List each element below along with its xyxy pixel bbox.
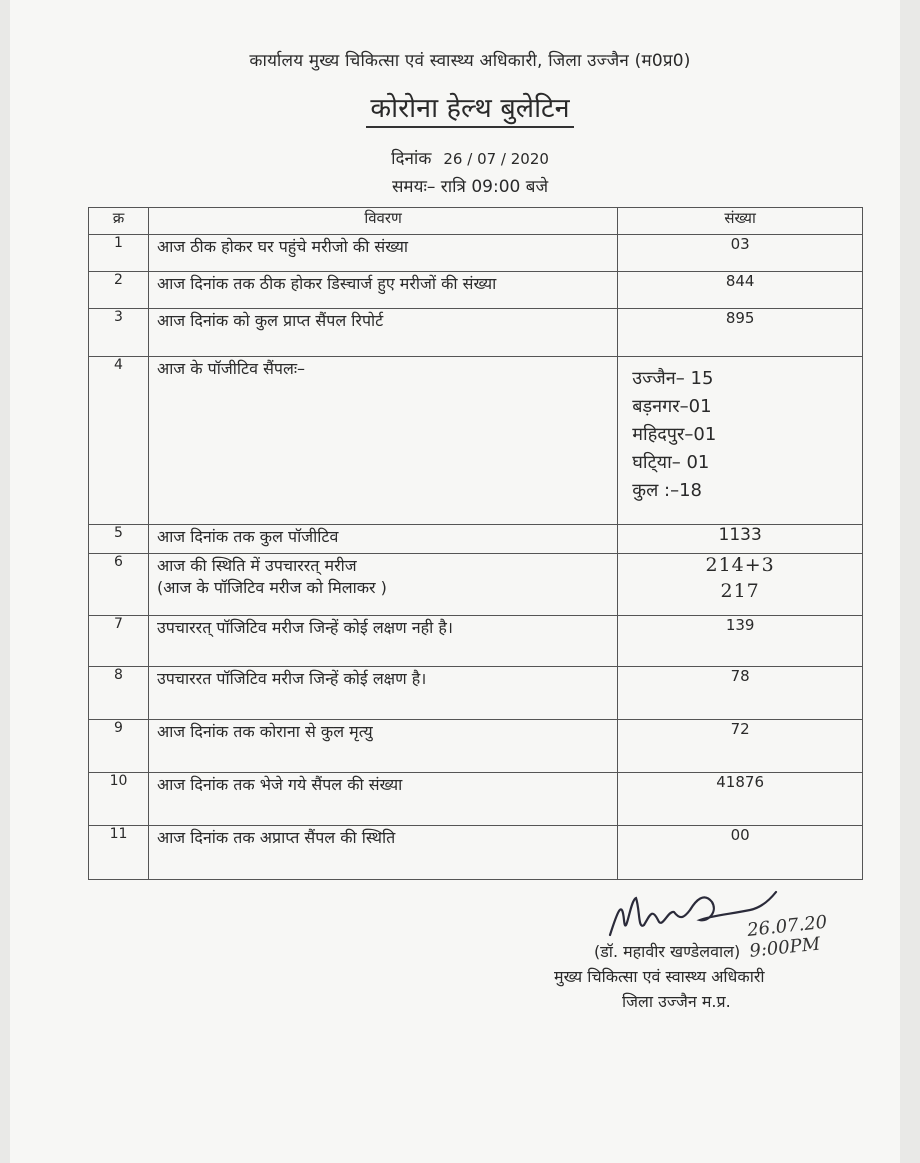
row-sno: 1	[89, 235, 149, 272]
row-count: 78	[618, 667, 863, 720]
office-heading: कार्यालय मुख्य चिकित्सा एवं स्वास्थ्य अधिकारी, जिला उज्जैन (म0प्र0)	[249, 51, 691, 71]
row-sno: 10	[89, 773, 149, 826]
signatory-district: जिला उज्जैन म.प्र.	[622, 992, 731, 1011]
row-count: 139	[618, 616, 863, 667]
row-sno: 3	[89, 309, 149, 357]
bulletin-table	[88, 207, 863, 880]
row-desc-note: (आज के पॉजिटिव मरीज को मिलाकर )	[156, 578, 387, 597]
row-count: 03	[618, 235, 863, 272]
signatory-designation: मुख्य चिकित्सा एवं स्वास्थ्य अधिकारी	[554, 967, 765, 986]
list-item: महिदपुर–01	[632, 424, 717, 445]
table-row	[89, 309, 863, 357]
table-header-row	[89, 208, 863, 235]
list-item: कुल :–18	[632, 480, 702, 501]
row-desc: उपचाररत पॉजिटिव मरीज जिन्हें कोई लक्षण है।	[148, 667, 617, 720]
row-desc: आज दिनांक तक अप्राप्त सैंपल की स्थिति	[148, 826, 617, 880]
date-label: दिनांक	[391, 149, 432, 169]
table-row	[89, 616, 863, 667]
signatory-name: (डॉ. महावीर खण्डेलवाल)	[594, 942, 741, 961]
handwritten-count: 214+3	[705, 554, 775, 576]
table-row	[89, 826, 863, 880]
row-desc: आज दिनांक तक कोराना से कुल मृत्यु	[148, 720, 617, 773]
document-page	[10, 0, 900, 1163]
row-sno: 4	[89, 357, 149, 525]
row-count: 1133	[618, 525, 863, 554]
row-desc: आज दिनांक तक भेजे गये सैंपल की संख्या	[148, 773, 617, 826]
header-desc: विवरण	[148, 208, 617, 235]
table-row	[89, 667, 863, 720]
handwritten-total: 217	[720, 580, 760, 602]
table-row	[89, 773, 863, 826]
row-count: 844	[618, 272, 863, 309]
row-desc: आज ठीक होकर घर पहुंचे मरीजो की संख्या	[148, 235, 617, 272]
row-desc	[148, 554, 617, 616]
table-row	[89, 357, 863, 525]
row-desc: आज के पॉजीटिव सैंपलः–	[148, 357, 617, 525]
row-count: 895	[618, 309, 863, 357]
table-row	[89, 720, 863, 773]
date-value: 26 / 07 / 2020	[443, 150, 549, 168]
row-sno: 6	[89, 554, 149, 616]
row-count: 00	[618, 826, 863, 880]
bulletin-title-text: कोरोना हेल्थ बुलेटिन	[366, 93, 573, 128]
header-sno: क्र	[89, 208, 149, 235]
handwritten-sign-date: 26.07.20 9:00PM	[746, 911, 829, 962]
row-desc-line: आज की स्थिति में उपचाररत् मरीज	[156, 556, 357, 575]
row-sno: 11	[89, 826, 149, 880]
row-desc: उपचाररत् पॉजिटिव मरीज जिन्हें कोई लक्षण नही है।	[148, 616, 617, 667]
list-item: घटि्या– 01	[632, 452, 710, 473]
row-desc: आज दिनांक को कुल प्राप्त सैंपल रिपोर्ट	[148, 309, 617, 357]
table-row	[89, 525, 863, 554]
table-row	[89, 272, 863, 309]
row-count: 72	[618, 720, 863, 773]
row-sno: 2	[89, 272, 149, 309]
list-item: उज्जैन– 15	[632, 368, 714, 389]
bulletin-time: समयः– रात्रि 09:00 बजे	[391, 177, 549, 197]
row-count	[618, 554, 863, 616]
bulletin-date	[10, 146, 920, 169]
bulletin-title	[10, 88, 920, 125]
row-sno: 9	[89, 720, 149, 773]
table-row	[89, 235, 863, 272]
row-desc: आज दिनांक तक कुल पॉजीटिव	[148, 525, 617, 554]
row-sno: 8	[89, 667, 149, 720]
row-sno: 7	[89, 616, 149, 667]
positive-breakdown	[618, 357, 863, 525]
row-desc: आज दिनांक तक ठीक होकर डिस्चार्ज हुए मरीजों की संख्या	[148, 272, 617, 309]
list-item: बड़नगर–01	[632, 396, 712, 417]
table-row	[89, 554, 863, 616]
row-count: 41876	[618, 773, 863, 826]
row-sno: 5	[89, 525, 149, 554]
header-count: संख्या	[618, 208, 863, 235]
